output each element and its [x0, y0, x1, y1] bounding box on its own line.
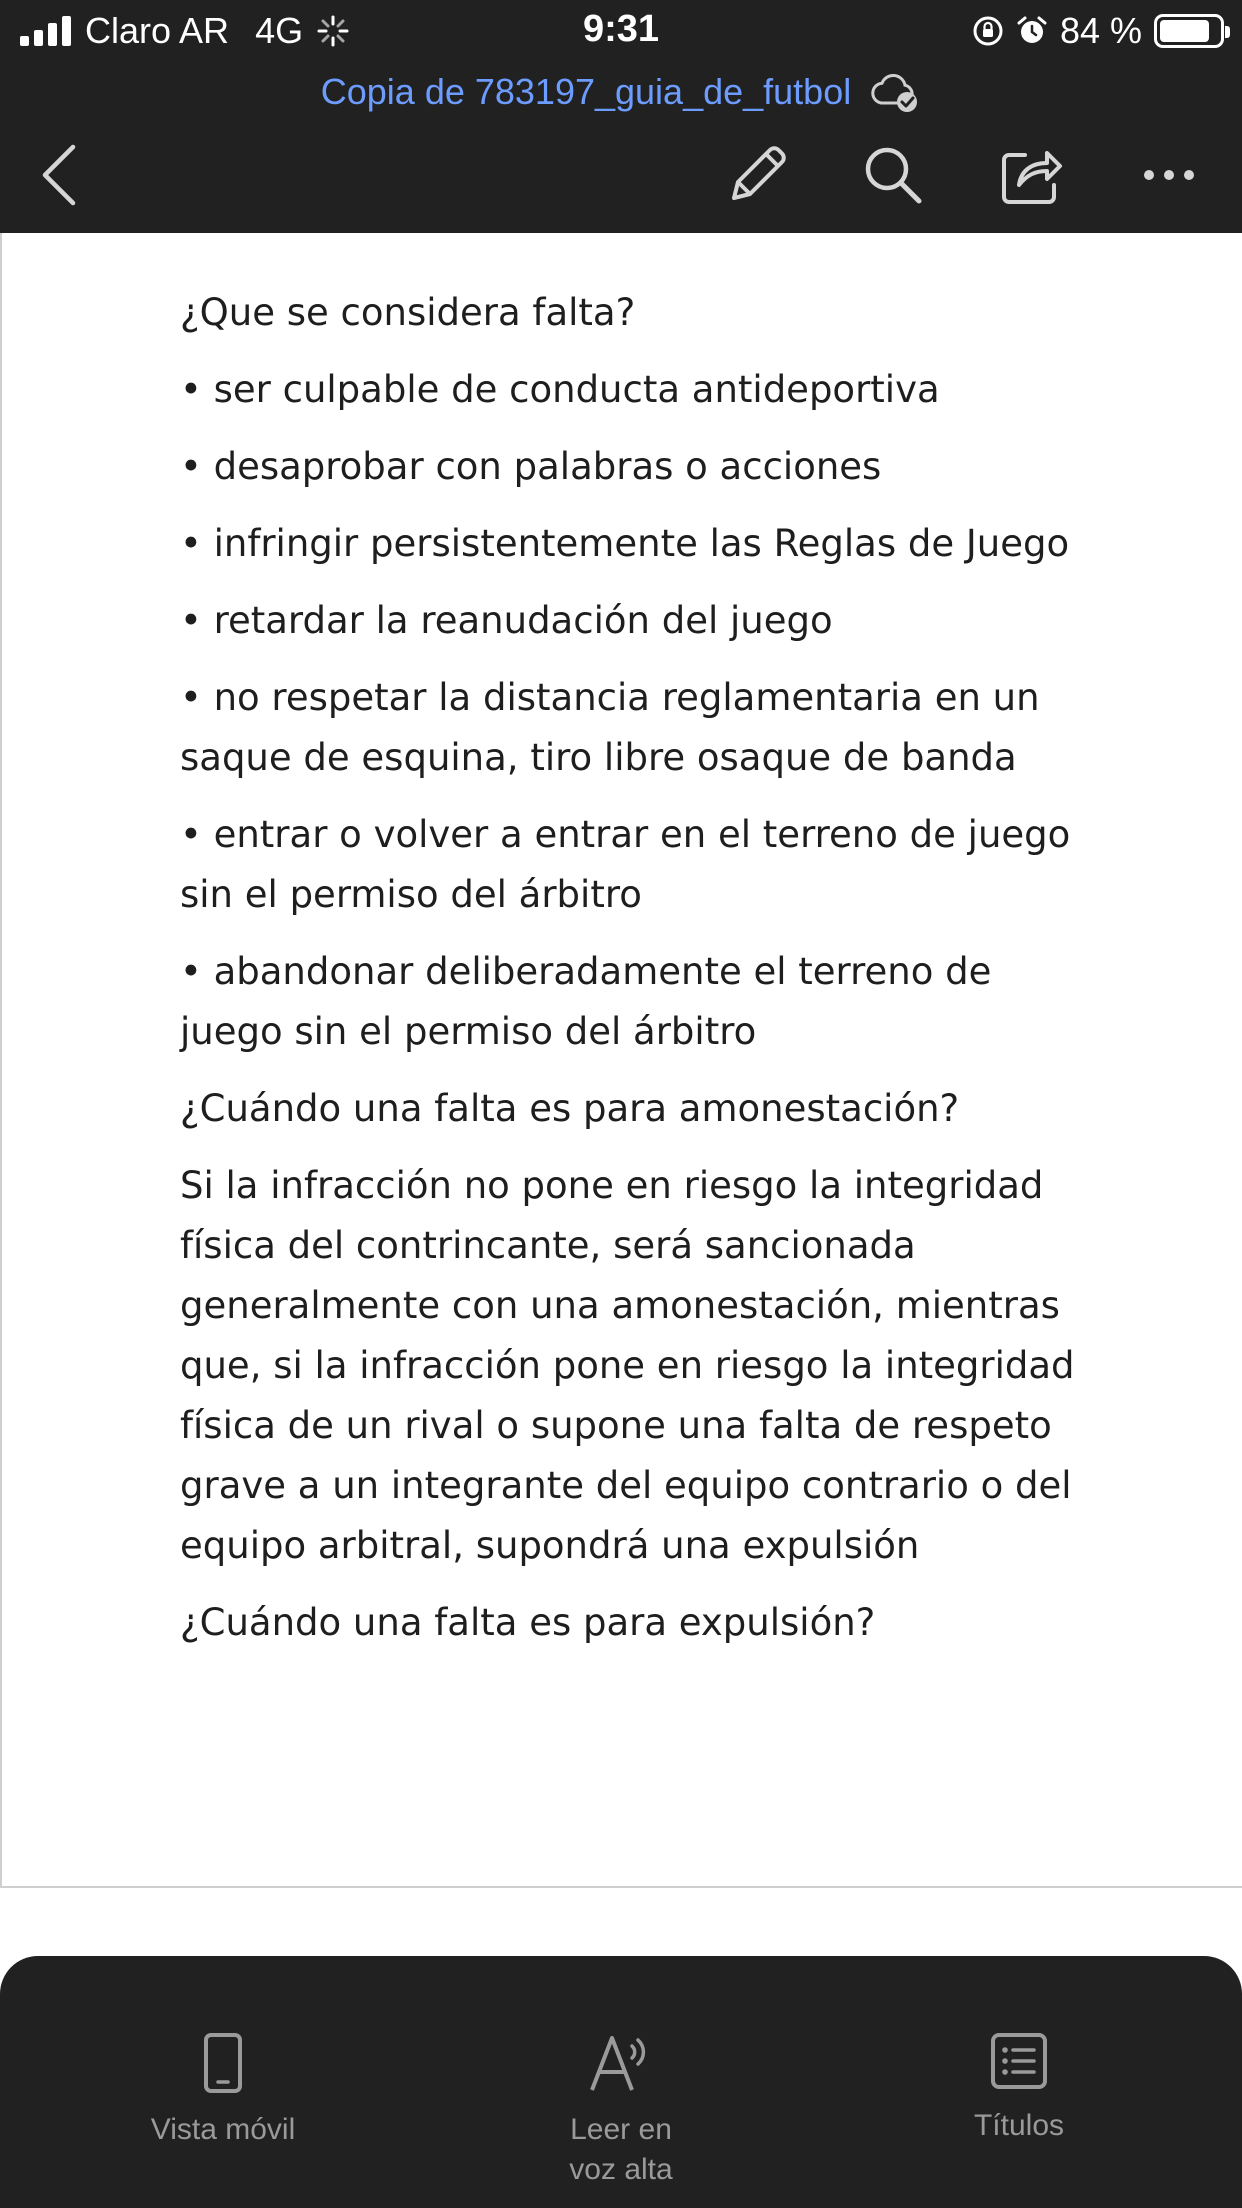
battery-icon — [1154, 14, 1224, 48]
document-page[interactable] — [0, 233, 1242, 1888]
list-item: • no respetar la distancia reglamentaria en un saque de esquina, tiro libre osaque de banda — [180, 676, 1040, 779]
toolbar — [0, 130, 1242, 230]
read-aloud-icon — [588, 2032, 654, 2094]
more-dots-icon — [1142, 168, 1196, 182]
headings-button[interactable] — [869, 2032, 1169, 2146]
search-icon — [862, 144, 924, 206]
back-button[interactable] — [14, 130, 104, 220]
headings-list-icon — [990, 2032, 1048, 2090]
mobile-view-label: Vista móvil — [150, 2113, 296, 2146]
list-item: • desaprobar con palabras o acciones — [180, 445, 882, 488]
battery-percent: 84 % — [1059, 10, 1142, 51]
share-button[interactable] — [986, 130, 1076, 220]
list-item: • abandonar deliberadamente el terreno de juego sin el permiso del árbitro — [180, 950, 992, 1053]
mobile-view-button[interactable] — [73, 2032, 373, 2150]
top-bar — [0, 0, 1242, 233]
document-content — [180, 283, 1080, 1670]
alarm-icon — [1016, 15, 1048, 47]
cloud-synced-icon — [867, 69, 921, 115]
list-item: • ser culpable de conducta antideportiva — [180, 368, 940, 411]
edit-button[interactable] — [712, 130, 802, 220]
paragraph: ¿Que se considera falta? — [180, 291, 636, 334]
status-bar — [0, 0, 1242, 62]
read-aloud-button[interactable] — [471, 2032, 771, 2190]
phone-icon — [203, 2032, 243, 2094]
paragraph: Si la infracción no pone en riesgo la integridad física del contrincante, será sancionada generalmente con una amonestación, mientras que, si la infracción pone en riesgo la integridad física de un rival o supone una falta de respeto grave a un integrante del equipo contrario o del equipo arbitral, supondrá una expulsión — [180, 1164, 1075, 1567]
clock: 9:31 — [582, 8, 660, 50]
network-label: 4G — [255, 10, 304, 51]
search-button[interactable] — [848, 130, 938, 220]
list-item: • retardar la reanudación del juego — [180, 599, 833, 642]
pencil-icon — [724, 142, 790, 208]
list-item: • entrar o volver a entrar en el terreno de juego sin el permiso del árbitro — [180, 813, 1071, 916]
chevron-left-icon — [39, 143, 79, 207]
rotation-lock-icon — [972, 15, 1004, 47]
headings-label: Títulos — [973, 2109, 1065, 2142]
bottom-toolbar — [0, 1956, 1242, 2208]
more-options-button[interactable] — [1124, 130, 1214, 220]
list-item: • infringir persistentemente las Reglas de Juego — [180, 522, 1070, 565]
document-title[interactable]: Copia de 783197_guia_de_futbol — [320, 71, 852, 112]
paragraph: ¿Cuándo una falta es para amonestación? — [180, 1087, 960, 1130]
carrier-label: Claro AR — [85, 10, 230, 51]
read-aloud-label: Leer en voz alta — [569, 2113, 673, 2186]
paragraph: ¿Cuándo una falta es para expulsión? — [180, 1601, 876, 1644]
share-icon — [999, 145, 1063, 205]
